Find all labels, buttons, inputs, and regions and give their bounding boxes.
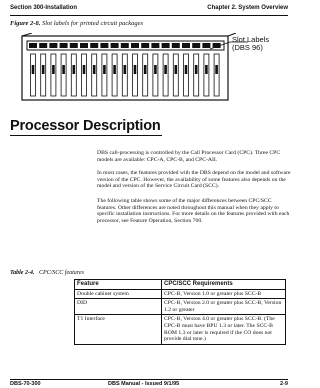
circuit-card-slot: [153, 54, 158, 96]
circuit-card-slot: [71, 54, 76, 96]
circuit-card-slot: [41, 54, 46, 96]
circuit-card-slot: [92, 54, 97, 96]
feature-cell: Double cabinet system: [75, 289, 162, 299]
card-handle: [42, 65, 45, 74]
circuit-card-slot: [51, 54, 56, 96]
table-header-row: [75, 280, 286, 290]
circuit-card-slot: [163, 54, 168, 96]
table-caption: [10, 270, 84, 276]
feature-cell: T1 Interface: [75, 315, 162, 344]
card-handle: [175, 65, 178, 74]
figure-caption-text: Slot labels for printed circuit packages: [41, 20, 144, 27]
figure-label: Figure 2-8.: [10, 20, 41, 27]
paragraph-3: The following table shows some of the major differences between CPC/SCC features. Other differences are noted throughout this manual when they apply to specific installation instructions. For more details on the features provided with each processor, see Feature Operation, Section 700.: [97, 198, 290, 224]
slot-label: [60, 43, 68, 48]
card-handle: [205, 65, 208, 74]
header-section: Section 300-Installation: [10, 5, 78, 11]
requirements-cell: CPC-B, Version 4.0 or greater plus SCC-B. (The CPC-B must have BPU 1.3 or later. The SCC-B ROM 1.3 or later is required if the CO does not provide dial tone.): [162, 315, 286, 344]
column-header-feature: Feature: [75, 280, 162, 290]
card-handle: [113, 65, 116, 74]
card-handle: [195, 65, 198, 74]
slot-label: [111, 43, 119, 48]
slot-label: [49, 43, 57, 48]
slot-label: [39, 43, 47, 48]
card-handle: [93, 65, 96, 74]
table-caption-text: CPC/SCC features: [38, 270, 84, 276]
cpc-scc-features-table: [74, 279, 286, 345]
slot-labels-callout: [232, 36, 292, 52]
circuit-card-slot: [122, 54, 127, 96]
circuit-card-slot: [31, 54, 36, 96]
slot-label: [90, 43, 98, 48]
slot-label: [141, 43, 149, 48]
slot-label: [29, 43, 37, 48]
page-number: 2-9: [280, 381, 288, 387]
card-handle: [144, 65, 147, 74]
card-handle: [215, 65, 218, 74]
slot-label: [131, 43, 139, 48]
paragraph-1: DBS call-processing is controlled by the Call Processor Card (CPC). Three CPC models are available: CPC-A, CPC-B, and CPC-AII.: [97, 150, 281, 163]
card-handle: [62, 65, 65, 74]
header-rule: [10, 15, 288, 16]
slot-label: [100, 43, 108, 48]
slot-label: [70, 43, 78, 48]
footer-rule: [10, 379, 288, 380]
circuit-cards: [31, 54, 220, 96]
requirements-cell: CPC-B, Version 2.0 or greater plus SCC-B, Version 1.2 or greater: [162, 299, 286, 315]
slot-label: [172, 43, 180, 48]
requirements-cell: CPC-B, Version 1.0 or greater plus SCC-B: [162, 289, 286, 299]
circuit-card-slot: [184, 54, 189, 96]
card-handle: [134, 65, 137, 74]
paragraph-2: In most cases, the features provided with the DBS depend on the model and software version of the CPC. However, the availability of some features also depends on the model and version of the Service Circuit Card (SCC).: [97, 170, 291, 190]
circuit-card-slot: [204, 54, 209, 96]
slot-label: [162, 43, 170, 48]
card-handle: [185, 65, 188, 74]
column-header-requirements: CPC/SCC Requirements: [162, 280, 286, 290]
table-row: [75, 315, 286, 344]
card-handle: [83, 65, 86, 74]
circuit-card-slot: [102, 54, 107, 96]
section-title: Processor Description: [10, 118, 161, 134]
slot-label: [151, 43, 159, 48]
circuit-card-slot: [214, 54, 219, 96]
card-handle: [154, 65, 157, 74]
circuit-card-slot: [133, 54, 138, 96]
slot-label: [121, 43, 129, 48]
card-handle: [32, 65, 35, 74]
callout-model: (DBS 96): [232, 43, 263, 52]
circuit-card-slot: [82, 54, 87, 96]
circuit-card-slot: [61, 54, 66, 96]
table-row: [75, 299, 286, 315]
feature-cell: DID: [75, 299, 162, 315]
circuit-card-slot: [194, 54, 199, 96]
footer-doc-number: DBS-70-300: [10, 381, 41, 387]
slot-label: [80, 43, 88, 48]
card-handle: [164, 65, 167, 74]
slot-label: [202, 43, 210, 48]
circuit-card-slot: [173, 54, 178, 96]
circuit-card-slot: [112, 54, 117, 96]
footer-manual-issue: DBS Manual - Issued 9/1/95: [108, 381, 180, 387]
page-header: [10, 5, 288, 14]
figure-caption: [10, 20, 143, 27]
slot-label: [192, 43, 200, 48]
table-row: [75, 289, 286, 299]
callout-title: Slot Labels: [232, 35, 270, 44]
circuit-card-slot: [143, 54, 148, 96]
card-handle: [73, 65, 76, 74]
card-handle: [103, 65, 106, 74]
card-handle: [124, 65, 127, 74]
section-title-rule: [10, 135, 162, 136]
slot-label: [182, 43, 190, 48]
header-chapter: Chapter 2. System Overview: [207, 5, 288, 11]
card-handle: [52, 65, 55, 74]
table-label: Table 2-4.: [10, 270, 35, 276]
